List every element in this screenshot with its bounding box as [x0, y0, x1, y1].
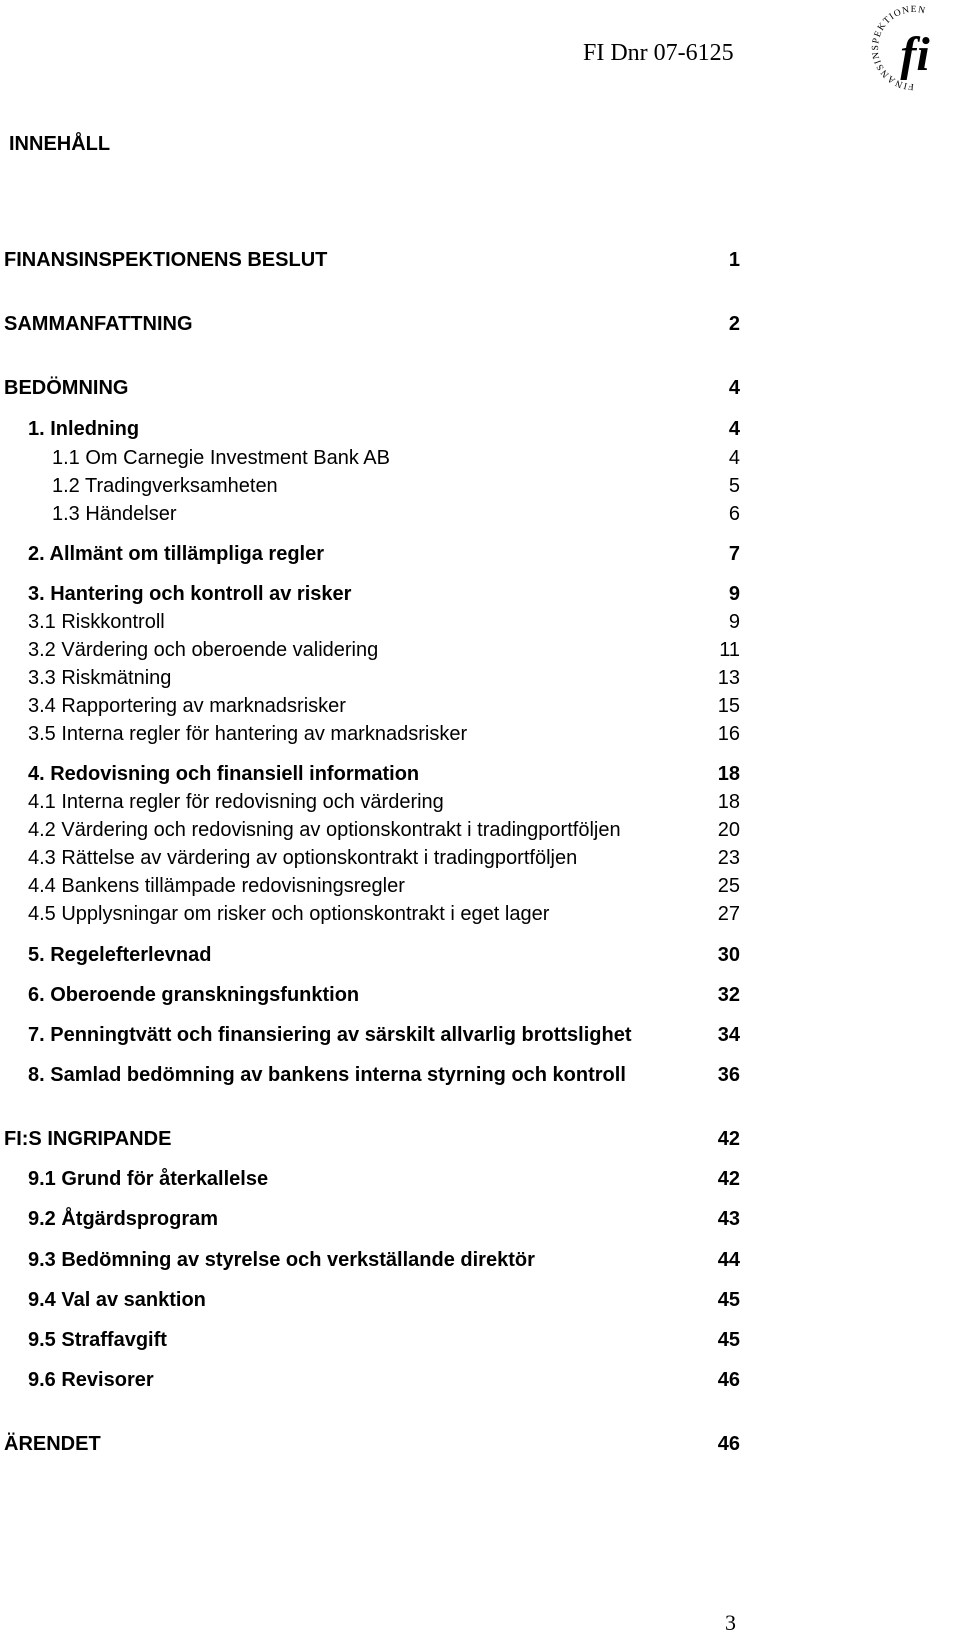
- toc-entry-label: 4.1 Interna regler för redovisning och värdering: [28, 791, 444, 813]
- toc-entry-page: 9: [728, 583, 740, 605]
- toc-entry-label: 1. Inledning: [28, 418, 140, 440]
- toc-entry[interactable]: [0, 1246, 740, 1274]
- toc-entry[interactable]: [0, 664, 740, 692]
- toc-entry-page: 2: [728, 313, 740, 335]
- toc-entry[interactable]: [0, 760, 740, 788]
- toc-entry-page: 36: [717, 1064, 740, 1086]
- toc-entry-label: 3.1 Riskkontroll: [28, 611, 165, 633]
- toc-title: INNEHÅLL: [9, 133, 111, 155]
- toc-entry-page: 32: [717, 984, 740, 1006]
- toc-entry-label: 9.5 Straffavgift: [28, 1329, 167, 1351]
- toc-entry-page: 46: [717, 1433, 740, 1455]
- toc-entry[interactable]: [0, 692, 740, 720]
- toc-entry-label: 6. Oberoende granskningsfunktion: [28, 984, 360, 1006]
- toc-entry-label: 9.3 Bedömning av styrelse och verkställande direktör: [28, 1249, 535, 1271]
- toc-entry-page: 16: [717, 723, 740, 745]
- fi-logo: [868, 0, 960, 92]
- toc-entry[interactable]: [0, 941, 740, 969]
- toc-entry[interactable]: [0, 981, 740, 1009]
- toc-entry-page: 42: [717, 1128, 740, 1150]
- toc-entry-label: 4. Redovisning och finansiell information: [28, 763, 420, 785]
- toc-entry[interactable]: [0, 1205, 740, 1233]
- toc-entry-label: 3.2 Värdering och oberoende validering: [28, 639, 379, 661]
- toc-entry[interactable]: [0, 444, 740, 472]
- toc-entry-label: BEDÖMNING: [4, 377, 129, 399]
- toc-entry-page: 46: [717, 1369, 740, 1391]
- toc-entry-page: 15: [717, 695, 740, 717]
- toc-entry-label: 3. Hantering och kontroll av risker: [28, 583, 352, 605]
- toc-entry-page: 27: [717, 903, 740, 925]
- toc-entry-label: 2. Allmänt om tillämpliga regler: [28, 543, 324, 565]
- toc-entry[interactable]: [0, 374, 740, 402]
- toc-entry-page: 44: [717, 1249, 740, 1271]
- toc-entry[interactable]: [0, 720, 740, 748]
- toc-entry[interactable]: [0, 580, 740, 608]
- toc-entry-page: 13: [717, 667, 740, 689]
- toc-entry-page: 20: [717, 819, 740, 841]
- toc-entry-label: FI:S INGRIPANDE: [4, 1128, 172, 1150]
- toc-entry[interactable]: [0, 608, 740, 636]
- toc-entry-label: 3.5 Interna regler för hantering av marknadsrisker: [28, 723, 468, 745]
- toc-entry-label: 3.4 Rapportering av marknadsrisker: [28, 695, 346, 717]
- toc-entry-label: 4.5 Upplysningar om risker och optionskontrakt i eget lager: [28, 903, 550, 925]
- svg-text:FINANSINSPEKTIONEN: FINANSINSPEKTIONEN: [870, 4, 928, 92]
- toc-entry-label: FINANSINSPEKTIONENS BESLUT: [4, 249, 328, 271]
- toc-entry-page: 4: [728, 447, 740, 469]
- toc-entry-page: 25: [717, 875, 740, 897]
- toc-entry-label: 9.4 Val av sanktion: [28, 1289, 206, 1311]
- toc-entry-page: 18: [717, 763, 740, 785]
- toc-entry-label: 4.2 Värdering och redovisning av optionskontrakt i tradingportföljen: [28, 819, 621, 841]
- toc-entry-label: 9.2 Åtgärdsprogram: [28, 1208, 219, 1230]
- toc-entry[interactable]: [0, 1021, 740, 1049]
- toc-entry[interactable]: [0, 1366, 740, 1394]
- toc-entry-page: 6: [728, 503, 740, 525]
- toc-entry-page: 45: [717, 1329, 740, 1351]
- document-reference: FI Dnr 07-6125: [583, 40, 734, 66]
- toc-entry[interactable]: [0, 1165, 740, 1193]
- toc-entry[interactable]: [0, 472, 740, 500]
- toc-entry-page: 43: [717, 1208, 740, 1230]
- toc-entry-page: 7: [728, 543, 740, 565]
- toc-entry-page: 4: [728, 418, 740, 440]
- toc-entry[interactable]: [0, 872, 740, 900]
- toc-entry[interactable]: [0, 1125, 740, 1153]
- toc-entry-page: 11: [719, 639, 740, 661]
- toc-entry-label: 1.3 Händelser: [52, 503, 177, 525]
- toc-entry[interactable]: [0, 788, 740, 816]
- toc-entry[interactable]: [0, 246, 740, 274]
- toc-entry-label: 7. Penningtvätt och finansiering av särskilt allvarlig brottslighet: [28, 1024, 632, 1046]
- toc-entry[interactable]: [0, 415, 740, 443]
- toc-entry[interactable]: [0, 540, 740, 568]
- toc-entry-label: 1.1 Om Carnegie Investment Bank AB: [52, 447, 390, 469]
- svg-text:fi: fi: [900, 28, 930, 81]
- toc-entry-label: SAMMANFATTNING: [4, 313, 193, 335]
- toc-entry-label: 1.2 Tradingverksamheten: [52, 475, 278, 497]
- toc-entry-label: 4.4 Bankens tillämpade redovisningsregler: [28, 875, 405, 897]
- toc-entry-label: 9.6 Revisorer: [28, 1369, 154, 1391]
- toc-entry-page: 4: [728, 377, 740, 399]
- toc-entry-page: 1: [728, 249, 740, 271]
- toc-entry[interactable]: [0, 636, 740, 664]
- toc-entry[interactable]: [0, 310, 740, 338]
- toc-entry-page: 9: [728, 611, 740, 633]
- toc-entry-page: 45: [717, 1289, 740, 1311]
- toc-entry[interactable]: [0, 1061, 740, 1089]
- toc-entry[interactable]: [0, 816, 740, 844]
- toc-entry-label: 3.3 Riskmätning: [28, 667, 172, 689]
- toc-entry[interactable]: [0, 1286, 740, 1314]
- toc-entry[interactable]: [0, 900, 740, 928]
- toc-entry-label: ÄRENDET: [4, 1433, 101, 1455]
- toc-entry-page: 23: [717, 847, 740, 869]
- toc-entry-page: 30: [717, 944, 740, 966]
- toc-entry-label: 5. Regelefterlevnad: [28, 944, 212, 966]
- toc-entry[interactable]: [0, 1326, 740, 1354]
- toc-entry-page: 5: [728, 475, 740, 497]
- toc-entry-label: 4.3 Rättelse av värdering av optionskontrakt i tradingportföljen: [28, 847, 578, 869]
- toc-entry-label: 9.1 Grund för återkallelse: [28, 1168, 269, 1190]
- toc-entry-page: 42: [717, 1168, 740, 1190]
- toc-entry-page: 18: [717, 791, 740, 813]
- toc-entry[interactable]: [0, 844, 740, 872]
- toc-entry[interactable]: [0, 500, 740, 528]
- page-number: 3: [725, 1610, 736, 1635]
- toc-entry[interactable]: [0, 1430, 740, 1458]
- toc-entry-page: 34: [717, 1024, 740, 1046]
- toc-entry-label: 8. Samlad bedömning av bankens interna styrning och kontroll: [28, 1064, 626, 1086]
